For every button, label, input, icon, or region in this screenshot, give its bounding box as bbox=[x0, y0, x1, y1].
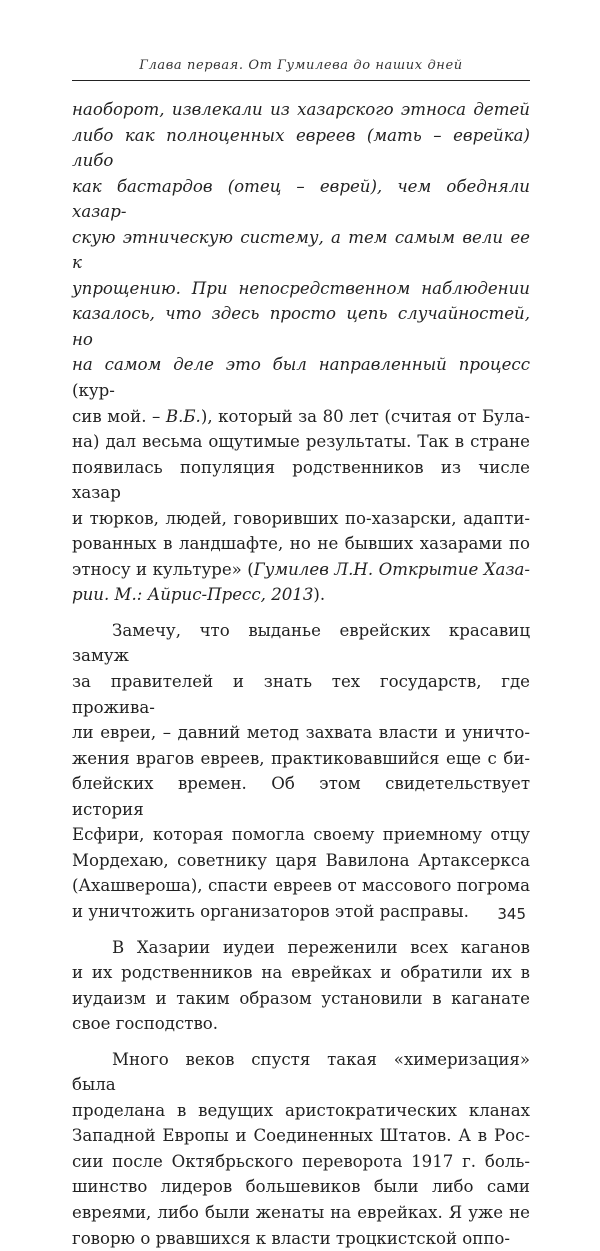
text-segment: и уничтожить организаторов этой расправы. bbox=[72, 901, 469, 921]
text-line bbox=[72, 225, 530, 276]
text-segment: на) дал весьма ощутимые результаты. Так в стране bbox=[72, 432, 530, 452]
text-line bbox=[72, 873, 530, 899]
paragraph-gap bbox=[72, 925, 530, 935]
text-line bbox=[72, 848, 530, 874]
running-head: Глава первая. От Гумилева до наших дней bbox=[139, 58, 463, 73]
italic-segment: Гумилев Л.Н. Открытие Хаза- bbox=[253, 559, 530, 579]
text-line bbox=[72, 746, 530, 772]
italic-segment: рии. М.: Айрис-Пресс, 2013 bbox=[72, 585, 314, 605]
text-segment: Много веков спустя такая «химеризация» была bbox=[72, 1049, 530, 1095]
text-segment: говорю о рвавшихся к власти троцкистской оппо- bbox=[72, 1228, 511, 1248]
header-rule bbox=[72, 80, 530, 81]
text-line bbox=[72, 618, 530, 669]
page-number: 345 bbox=[497, 905, 526, 923]
text-line bbox=[72, 174, 530, 225]
italic-segment: казалось, что здесь просто цепь случайностей, но bbox=[72, 304, 530, 349]
italic-segment: на самом деле это был направленный процесс bbox=[72, 355, 530, 375]
text-line bbox=[72, 1200, 530, 1226]
text-segment: жения врагов евреев, практиковавшийся еще с би- bbox=[72, 748, 530, 768]
text-line bbox=[72, 1174, 530, 1200]
text-line bbox=[72, 986, 530, 1012]
text-segment: иудаизм и таким образом установили в каганате bbox=[72, 988, 530, 1008]
text-segment: и их родственников на еврейках и обратили их в bbox=[72, 963, 530, 983]
text-line bbox=[72, 1011, 530, 1037]
text-segment: сив мой. – bbox=[72, 406, 166, 426]
text-segment: (кур- bbox=[72, 381, 115, 401]
text-line bbox=[72, 97, 530, 123]
italic-segment: либо как полноценных евреев (мать – еврейка) либо bbox=[72, 125, 530, 171]
text-segment: блейских времен. Об этом свидетельствует история bbox=[72, 774, 530, 819]
text-line bbox=[72, 455, 530, 506]
text-segment: Мордехаю, советнику царя Вавилона Артаксеркса bbox=[72, 850, 530, 870]
italic-segment: упрощению. При непосредственном наблюдении bbox=[72, 278, 530, 298]
text-line bbox=[72, 301, 530, 352]
text-line bbox=[72, 352, 530, 403]
text-line bbox=[72, 1047, 530, 1098]
text-line bbox=[72, 935, 530, 961]
text-segment: за правителей и знать тех государств, где прожива- bbox=[72, 672, 530, 717]
text-segment: этносу и культуре» ( bbox=[72, 559, 254, 579]
text-segment: ли евреи, – давний метод захвата власти и уничто- bbox=[72, 723, 530, 743]
text-line bbox=[72, 276, 530, 302]
text-line bbox=[72, 669, 530, 720]
text-segment: проделана в ведущих аристократических кланах bbox=[72, 1100, 530, 1120]
text-segment: и тюрков, людей, говоривших по-хазарски, адапти- bbox=[72, 508, 530, 528]
text-segment: рованных в ландшафте, но не бывших хазарами по bbox=[72, 534, 530, 554]
text-line bbox=[72, 771, 530, 822]
text-line bbox=[72, 429, 530, 455]
text-line bbox=[72, 1226, 530, 1251]
text-segment: шинство лидеров большевиков были либо сами bbox=[72, 1177, 530, 1197]
text-segment: В Хазарии иудеи переженили всех каганов bbox=[112, 937, 530, 957]
text-segment: Замечу, что выданье еврейских красавиц замуж bbox=[72, 620, 530, 666]
text-segment: сии после Октябрьского переворота 1917 г. боль- bbox=[72, 1151, 530, 1171]
text-segment: евреями, либо были женаты на еврейках. Я уже не bbox=[72, 1202, 530, 1222]
text-line bbox=[72, 557, 530, 583]
text-segment: свое господство. bbox=[72, 1014, 219, 1034]
text-segment: (Ахашвероша), спасти евреев от массового погрома bbox=[72, 876, 530, 896]
text-line bbox=[72, 582, 530, 608]
italic-segment: наоборот, извлекали из хазарского этноса детей bbox=[72, 100, 530, 119]
text-segment: Западной Европы и Соединенных Штатов. А в Рос- bbox=[72, 1126, 530, 1146]
italic-segment: как бастардов (отец – еврей), чем обедняли хазар- bbox=[72, 176, 530, 222]
text-segment: Есфири, которая помогла своему приемному отцу bbox=[72, 825, 530, 845]
italic-segment: скую этническую систему, а тем самым вели ее к bbox=[72, 227, 530, 273]
text-segment: ), который за 80 лет (считая от Була- bbox=[200, 406, 530, 426]
text-line bbox=[72, 1098, 530, 1124]
body-text bbox=[72, 97, 530, 1251]
text-segment: ). bbox=[313, 585, 326, 605]
text-line bbox=[72, 506, 530, 532]
paragraph-gap bbox=[72, 1037, 530, 1047]
text-line bbox=[72, 960, 530, 986]
text-line bbox=[72, 123, 530, 174]
paragraph-gap bbox=[72, 608, 530, 618]
text-line bbox=[72, 531, 530, 557]
text-line bbox=[72, 1123, 530, 1149]
text-line bbox=[72, 720, 530, 746]
text-line bbox=[72, 822, 530, 848]
text-line bbox=[72, 404, 530, 430]
text-segment: появилась популяция родственников из числе хазар bbox=[72, 457, 530, 503]
text-line bbox=[72, 1149, 530, 1175]
italic-segment: В.Б. bbox=[165, 406, 201, 426]
